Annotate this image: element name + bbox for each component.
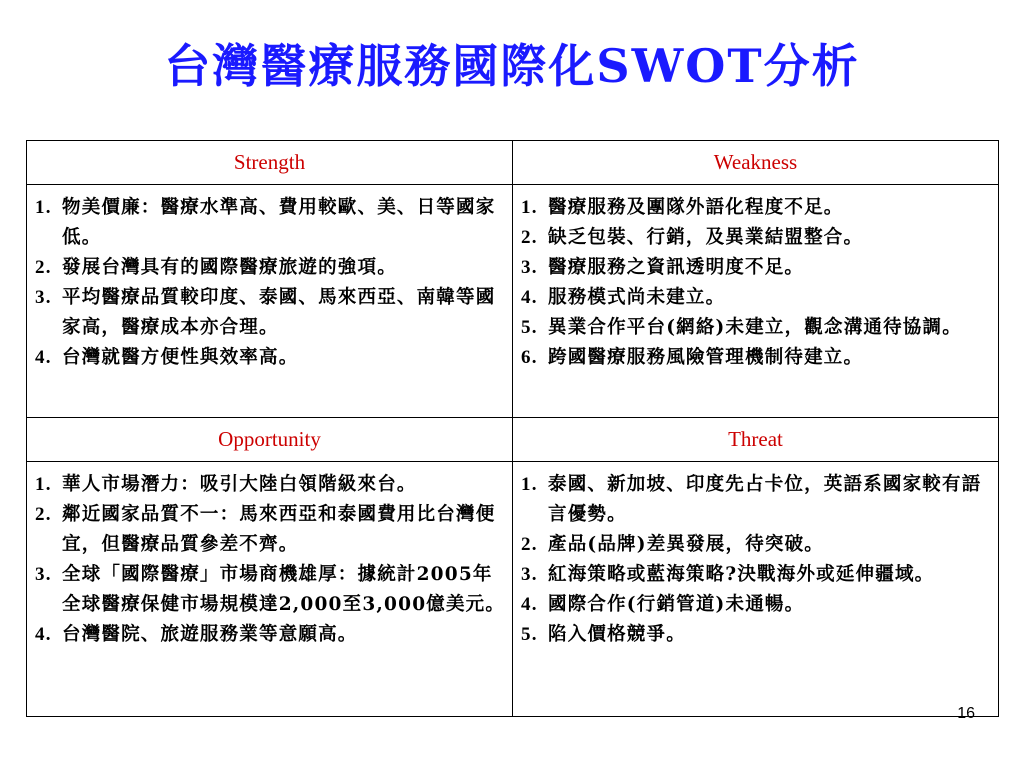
item-text: 泰國、新加坡、印度先占卡位，英語系國家較有語言優勢。: [548, 474, 982, 525]
opportunity-header: Opportunity: [27, 418, 513, 462]
list-item: [521, 283, 992, 313]
slide-title: 台灣醫療服務國際化SWOT分析: [164, 39, 860, 93]
item-number: 2.: [521, 227, 538, 248]
list-item: [35, 500, 506, 560]
item-number: 4.: [521, 594, 538, 615]
item-text: 全球「國際醫療」市場商機雄厚：據統計2005年全球醫療保健市場規模達2,000至3,000億美元。: [62, 564, 506, 615]
list-item: [35, 193, 506, 253]
item-number: 2.: [521, 534, 538, 555]
item-text: 服務模式尚未建立。: [548, 287, 726, 308]
list-item: [521, 590, 992, 620]
item-text: 鄰近國家品質不一：馬來西亞和泰國費用比台灣便宜，但醫療品質參差不齊。: [62, 504, 496, 555]
list-item: [521, 530, 992, 560]
strength-cell: [27, 185, 513, 418]
weakness-header: Weakness: [513, 141, 999, 185]
item-text: 台灣就醫方便性與效率高。: [62, 347, 299, 368]
threat-list: [521, 470, 992, 650]
list-item: [521, 313, 992, 343]
strength-list: [35, 193, 506, 373]
list-item: [521, 193, 992, 223]
item-text: 發展台灣具有的國際醫療旅遊的強項。: [62, 257, 397, 278]
list-item: [521, 253, 992, 283]
item-text: 台灣醫院、旅遊服務業等意願高。: [62, 624, 358, 645]
opportunity-list: [35, 470, 506, 650]
list-item: [35, 283, 506, 343]
item-number: 5.: [521, 317, 538, 338]
item-number: 3.: [35, 564, 52, 585]
item-number: 3.: [35, 287, 52, 308]
weakness-cell: [513, 185, 999, 418]
list-item: [35, 253, 506, 283]
item-text: 平均醫療品質較印度、泰國、馬來西亞、南韓等國家高，醫療成本亦合理。: [62, 287, 496, 338]
item-text: 缺乏包裝、行銷，及異業結盟整合。: [548, 227, 864, 248]
header-row-bottom: [27, 418, 999, 462]
strength-header: Strength: [27, 141, 513, 185]
content-row-bottom: [27, 462, 999, 717]
item-number: 4.: [35, 347, 52, 368]
threat-cell: [513, 462, 999, 717]
weakness-list: [521, 193, 992, 373]
item-number: 2.: [35, 504, 52, 525]
item-number: 1.: [521, 474, 538, 495]
list-item: [35, 620, 506, 650]
item-number: 5.: [521, 624, 538, 645]
item-text: 華人市場潛力：吸引大陸白領階級來台。: [62, 474, 417, 495]
page-number: 16: [957, 705, 975, 722]
item-text: 醫療服務之資訊透明度不足。: [548, 257, 805, 278]
swot-table: [26, 140, 999, 717]
item-text: 跨國醫療服務風險管理機制待建立。: [548, 347, 864, 368]
item-text: 國際合作(行銷管道)未通暢。: [548, 594, 805, 615]
item-text: 產品(品牌)差異發展，待突破。: [548, 534, 825, 555]
list-item: [521, 343, 992, 373]
opportunity-cell: [27, 462, 513, 717]
item-text: 異業合作平台(網絡)未建立，觀念溝通待協調。: [548, 317, 962, 338]
threat-header: Threat: [513, 418, 999, 462]
list-item: [521, 470, 992, 530]
item-text: 醫療服務及團隊外語化程度不足。: [548, 197, 844, 218]
item-number: 4.: [35, 624, 52, 645]
list-item: [521, 620, 992, 650]
item-text: 陷入價格競爭。: [548, 624, 686, 645]
item-number: 2.: [35, 257, 52, 278]
list-item: [35, 560, 506, 620]
list-item: [521, 560, 992, 590]
list-item: [35, 343, 506, 373]
list-item: [521, 223, 992, 253]
list-item: [35, 470, 506, 500]
item-number: 3.: [521, 257, 538, 278]
item-number: 1.: [521, 197, 538, 218]
item-number: 1.: [35, 474, 52, 495]
item-text: 物美價廉：醫療水準高、費用較歐、美、日等國家低。: [62, 197, 496, 248]
item-number: 3.: [521, 564, 538, 585]
item-number: 6.: [521, 347, 538, 368]
header-row-top: [27, 141, 999, 185]
content-row-top: [27, 185, 999, 418]
item-text: 紅海策略或藍海策略?決戰海外或延伸疆域。: [548, 564, 935, 585]
item-number: 1.: [35, 197, 52, 218]
item-number: 4.: [521, 287, 538, 308]
